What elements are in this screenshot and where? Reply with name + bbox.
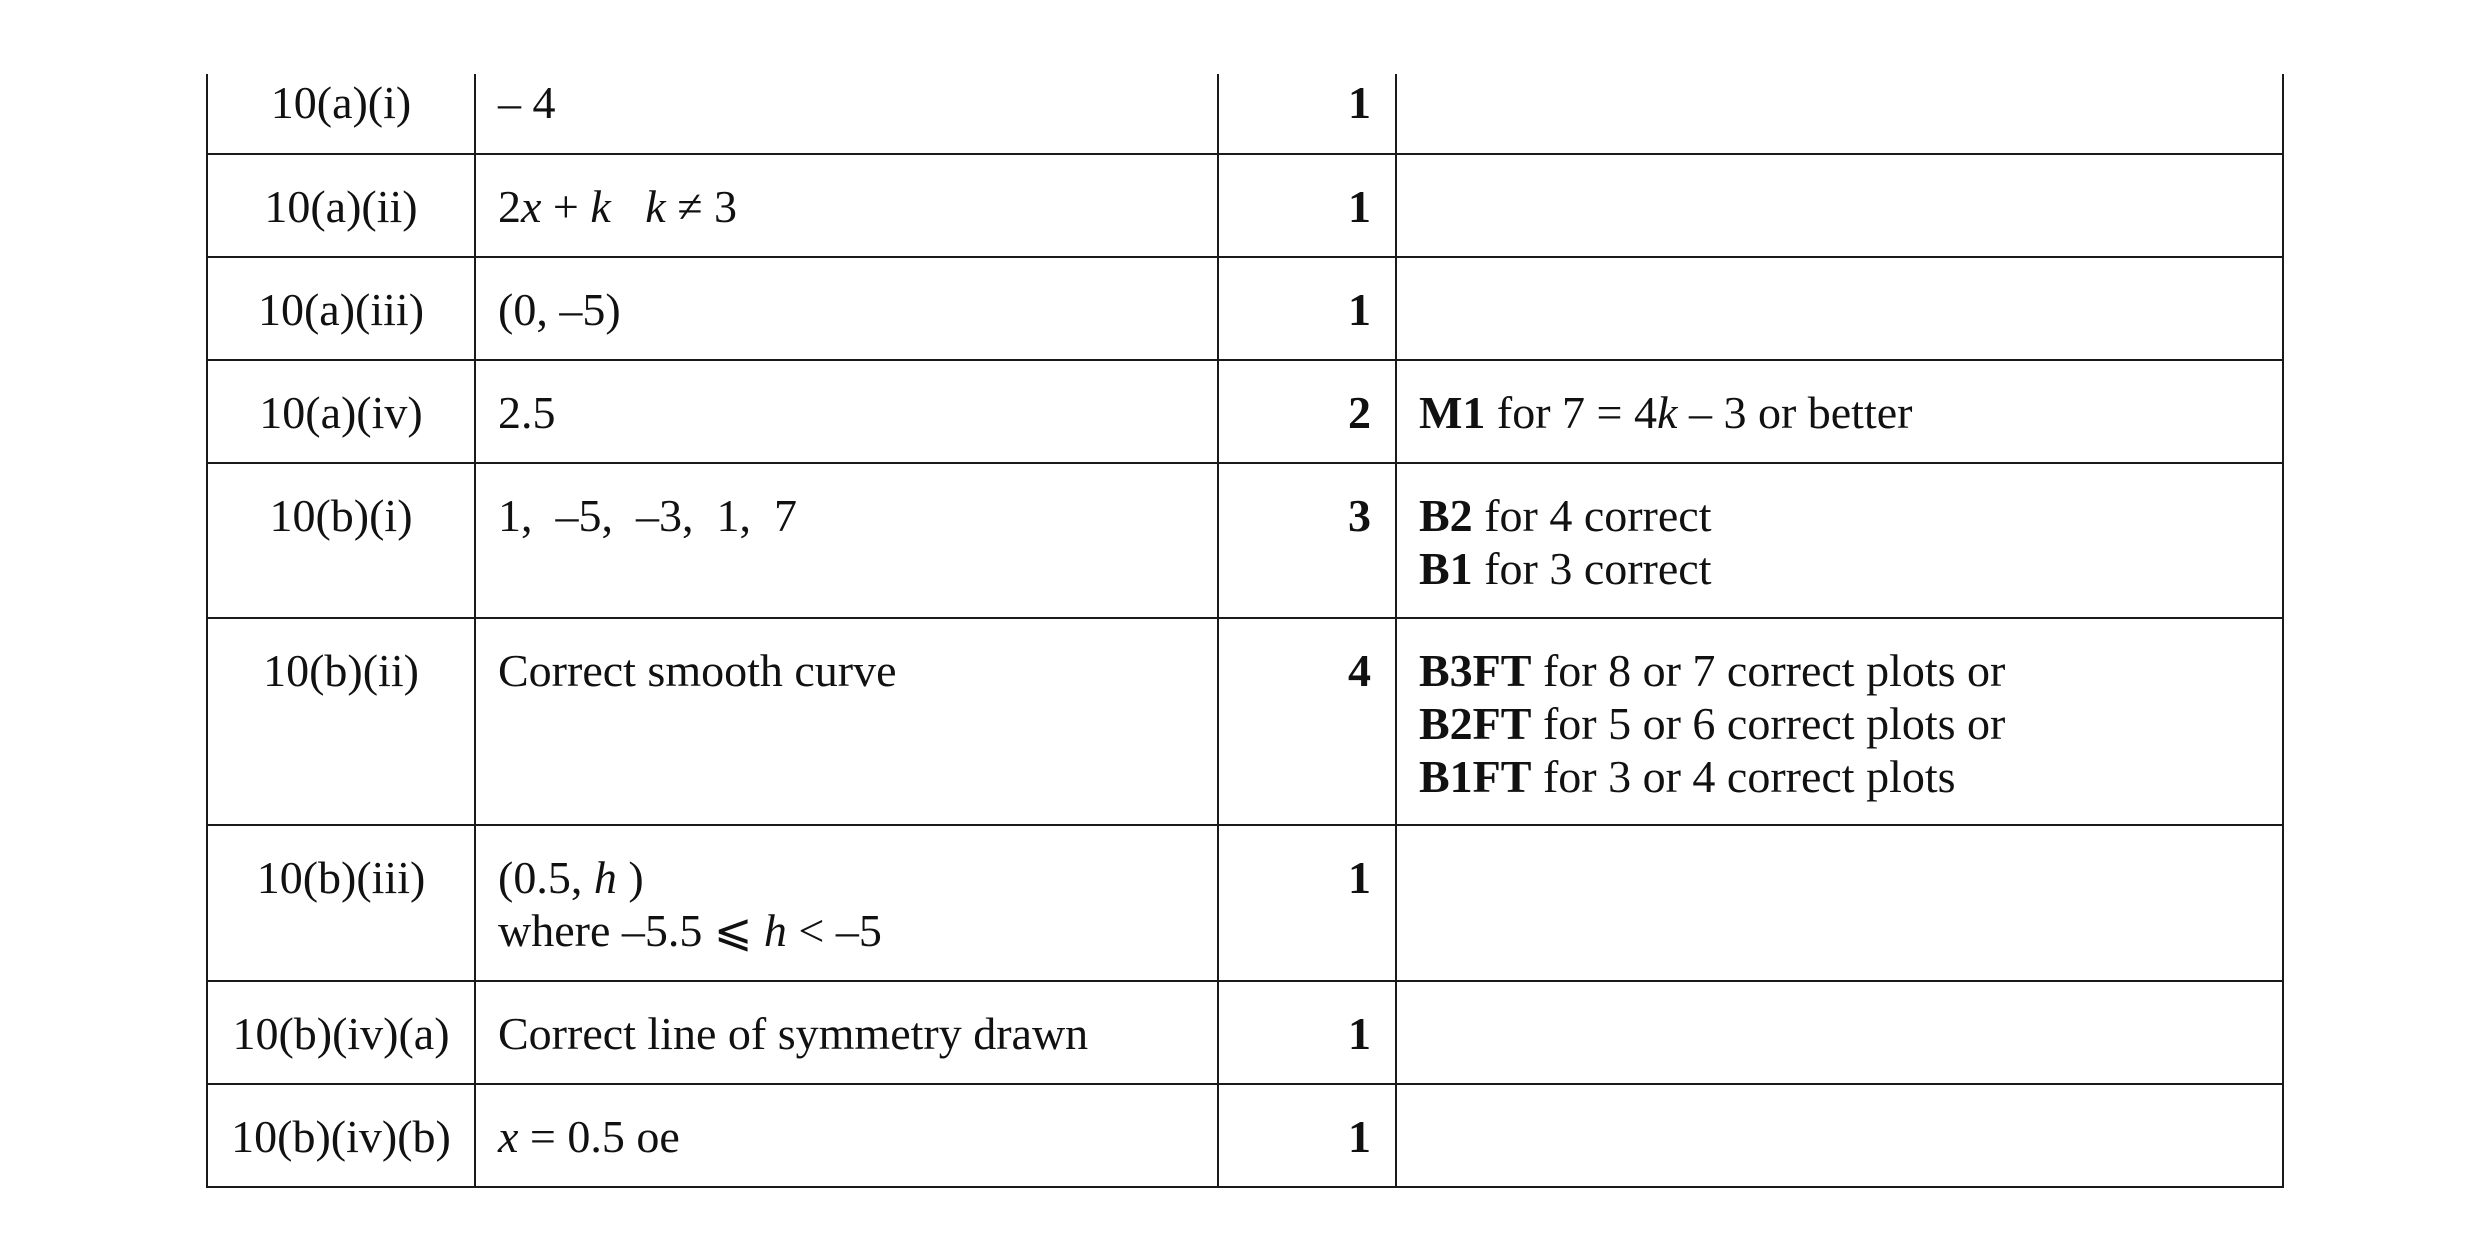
answer-cell: Correct smooth curve — [475, 618, 1218, 825]
table-row — [207, 825, 2283, 981]
question-cell: 10(a)(iv) — [207, 360, 475, 463]
table-row — [207, 618, 2283, 825]
question-cell: 10(a)(iii) — [207, 257, 475, 360]
question-cell: 10(b)(i) — [207, 463, 475, 618]
answer-cell: 2.5 — [475, 360, 1218, 463]
guidance-cell: B2 for 4 correct B1 for 3 correct — [1396, 463, 2283, 618]
guidance-cell — [1396, 825, 2283, 981]
table-row — [207, 463, 2283, 618]
marks-cell: 1 — [1218, 981, 1396, 1084]
guidance-cell — [1396, 74, 2283, 154]
answer-cell: x = 0.5 oe — [475, 1084, 1218, 1187]
guidance-cell — [1396, 981, 2283, 1084]
answer-cell: 1, –5, –3, 1, 7 — [475, 463, 1218, 618]
table-row — [207, 360, 2283, 463]
question-cell: 10(b)(iii) — [207, 825, 475, 981]
table-row — [207, 981, 2283, 1084]
marks-cell: 1 — [1218, 154, 1396, 257]
answer-cell: Correct line of symmetry drawn — [475, 981, 1218, 1084]
marks-cell: 3 — [1218, 463, 1396, 618]
question-cell: 10(b)(iv)(a) — [207, 981, 475, 1084]
guidance-cell — [1396, 154, 2283, 257]
answer-cell: – 4 — [475, 74, 1218, 154]
table-row — [207, 1084, 2283, 1187]
guidance-cell — [1396, 1084, 2283, 1187]
marks-cell: 1 — [1218, 74, 1396, 154]
guidance-cell: M1 for 7 = 4k – 3 or better — [1396, 360, 2283, 463]
table-row — [207, 74, 2283, 154]
marks-cell: 1 — [1218, 1084, 1396, 1187]
answer-cell: (0, –5) — [475, 257, 1218, 360]
guidance-cell: B3FT for 8 or 7 correct plots or B2FT for 5 or 6 correct plots or B1FT for 3 or 4 correct plots — [1396, 618, 2283, 825]
answer-cell: 2x + k k ≠ 3 — [475, 154, 1218, 257]
answer-cell: (0.5, h ) where –5.5 ⩽ h < –5 — [475, 825, 1218, 981]
marks-cell: 4 — [1218, 618, 1396, 825]
question-cell: 10(b)(ii) — [207, 618, 475, 825]
question-cell: 10(a)(ii) — [207, 154, 475, 257]
guidance-cell — [1396, 257, 2283, 360]
question-cell: 10(b)(iv)(b) — [207, 1084, 475, 1187]
mark-scheme-body — [207, 74, 2283, 1187]
marks-cell: 2 — [1218, 360, 1396, 463]
table-row — [207, 257, 2283, 360]
marks-cell: 1 — [1218, 825, 1396, 981]
marks-cell: 1 — [1218, 257, 1396, 360]
mark-scheme-table — [206, 74, 2284, 1188]
table-row — [207, 154, 2283, 257]
question-cell: 10(a)(i) — [207, 74, 475, 154]
